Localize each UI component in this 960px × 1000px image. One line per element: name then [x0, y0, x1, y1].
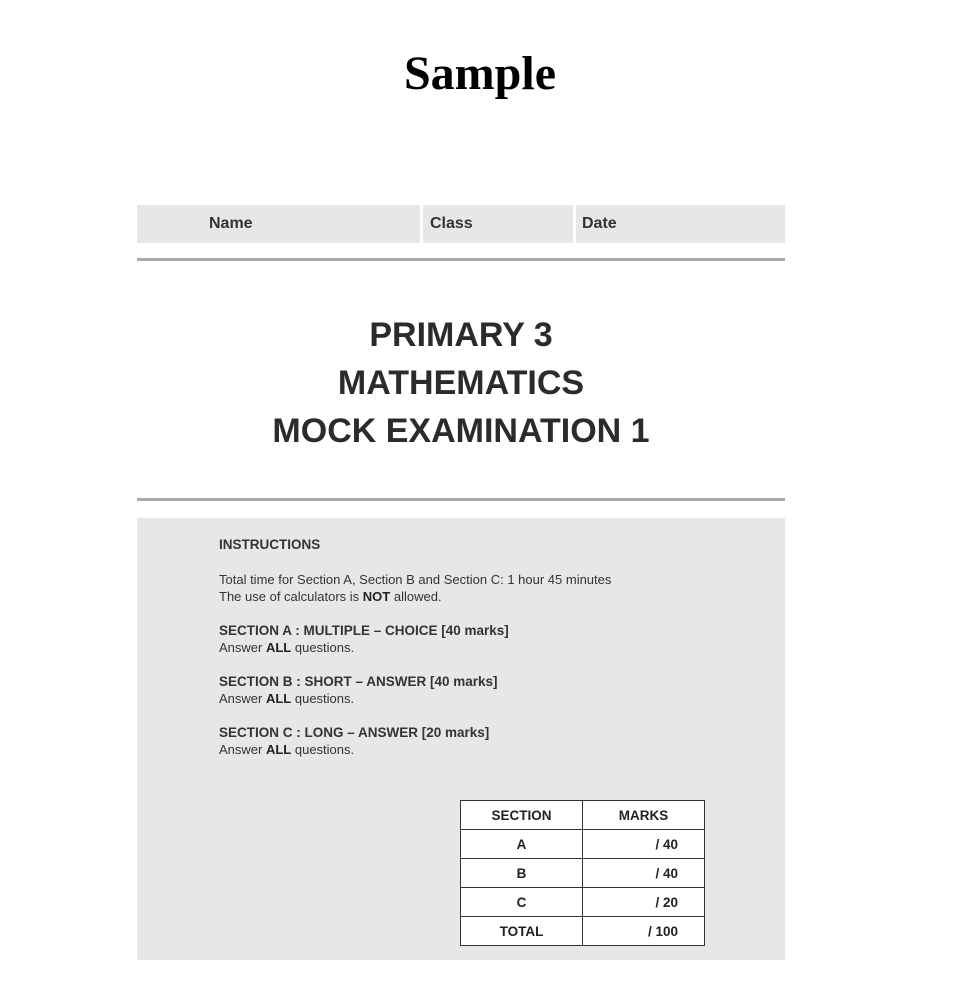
sample-watermark: Sample — [403, 47, 556, 100]
exam-title — [137, 311, 785, 455]
total-time-text: Total time for Section A, Section B and Section C: 1 hour 45 minutes — [219, 572, 612, 587]
general-instructions — [219, 571, 739, 605]
marks-column-header: MARKS — [583, 801, 705, 830]
name-class-divider — [420, 205, 423, 243]
section-c-instructions — [219, 724, 739, 758]
table-row — [461, 888, 705, 917]
table-row-total — [461, 917, 705, 946]
instructions-panel — [137, 518, 785, 960]
student-info-bar — [137, 205, 785, 243]
instructions-heading: INSTRUCTIONS — [219, 537, 321, 552]
marks-cell: / 20 — [583, 888, 705, 917]
class-field-label: Class — [430, 215, 473, 232]
section-column-header: SECTION — [461, 801, 583, 830]
bottom-divider — [137, 498, 785, 501]
section-c-heading: SECTION C : LONG – ANSWER [20 marks] — [219, 725, 490, 740]
section-cell: A — [461, 830, 583, 859]
table-row — [461, 830, 705, 859]
marks-table — [460, 800, 705, 946]
top-divider — [137, 258, 785, 261]
title-line-subject: MATHEMATICS — [337, 364, 585, 402]
class-date-divider — [573, 205, 576, 243]
section-cell: B — [461, 859, 583, 888]
total-label-cell: TOTAL — [461, 917, 583, 946]
marks-table-header — [461, 801, 705, 830]
title-line-exam: MOCK EXAMINATION 1 — [272, 412, 650, 450]
section-a-answer-text: Answer ALL questions. — [219, 640, 355, 655]
section-cell: C — [461, 888, 583, 917]
title-line-grade: PRIMARY 3 — [369, 316, 553, 354]
marks-cell: / 40 — [583, 830, 705, 859]
calculator-rule: The use of calculators is NOT allowed. — [219, 589, 442, 604]
section-b-heading: SECTION B : SHORT – ANSWER [40 marks] — [219, 674, 498, 689]
section-c-answer-text: Answer ALL questions. — [219, 742, 355, 757]
table-row — [461, 859, 705, 888]
marks-cell: / 40 — [583, 859, 705, 888]
name-field-label: Name — [209, 215, 253, 232]
section-a-instructions — [219, 622, 739, 656]
section-b-instructions — [219, 673, 739, 707]
section-b-answer-text: Answer ALL questions. — [219, 691, 355, 706]
section-a-heading: SECTION A : MULTIPLE – CHOICE [40 marks] — [219, 623, 509, 638]
total-marks-cell: / 100 — [583, 917, 705, 946]
date-field-label: Date — [582, 215, 617, 232]
instructions-content — [219, 536, 739, 775]
